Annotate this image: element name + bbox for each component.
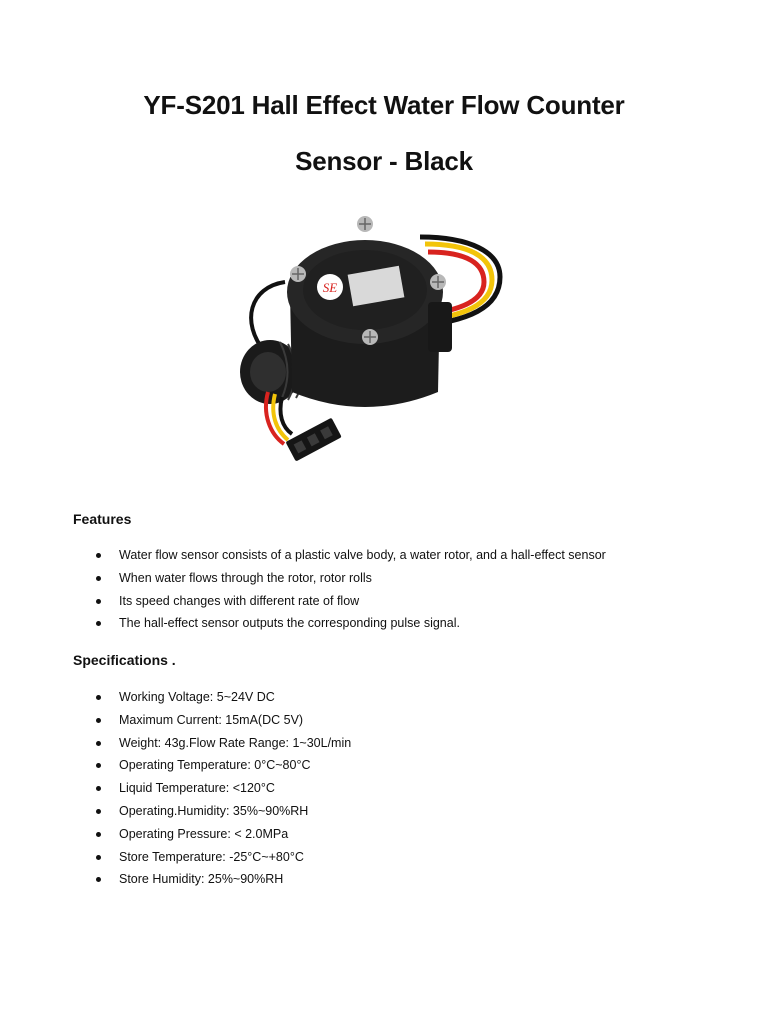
brand-logo-text: SE xyxy=(322,280,338,295)
list-item-text: Store Humidity: 25%~90%RH xyxy=(119,872,284,887)
water-flow-sensor-illustration xyxy=(170,182,520,492)
list-item xyxy=(0,732,768,755)
screw-icon xyxy=(362,329,378,345)
list-item xyxy=(0,709,768,732)
bullet-icon xyxy=(96,741,101,746)
bullet-icon xyxy=(96,553,101,558)
bullet-icon xyxy=(96,599,101,604)
list-item-text: Water flow sensor consists of a plastic valve body, a water rotor, and a hall-effect sensor xyxy=(119,548,606,562)
list-item-text: Operating Temperature: 0°C~80°C xyxy=(119,758,311,773)
screw-icon xyxy=(357,216,373,232)
list-item xyxy=(0,686,768,709)
list-item-text: Maximum Current: 15mA(DC 5V) xyxy=(119,712,304,727)
list-item-text: Its speed changes with different rate of flow xyxy=(119,593,360,608)
connector-plug xyxy=(286,418,342,462)
list-item-text: Working Voltage: 5~24V DC xyxy=(119,690,275,704)
list-item xyxy=(0,567,768,590)
bullet-icon xyxy=(96,786,101,791)
list-item-text: Operating.Humidity: 35%~90%RH xyxy=(119,803,309,818)
features-list xyxy=(0,544,768,635)
specifications-list xyxy=(0,686,768,891)
list-item xyxy=(0,846,768,869)
list-item-text: The hall-effect sensor outputs the corresponding pulse signal. xyxy=(119,616,460,631)
list-item-text: Store Temperature: -25°C~+80°C xyxy=(119,849,304,864)
bullet-icon xyxy=(96,832,101,837)
list-item xyxy=(0,544,768,567)
list-item-text: When water flows through the rotor, rotor rolls xyxy=(119,570,372,585)
list-item xyxy=(0,868,768,891)
page-title-line2: Sensor - Black xyxy=(295,146,473,176)
bullet-icon xyxy=(96,809,101,814)
list-item xyxy=(0,823,768,846)
bullet-icon xyxy=(96,763,101,768)
inlet-pipe-opening xyxy=(250,352,286,392)
list-item xyxy=(0,800,768,823)
list-item xyxy=(0,590,768,613)
bullet-icon xyxy=(96,576,101,581)
page-title-line1: YF-S201 Hall Effect Water Flow Counter xyxy=(143,90,625,120)
list-item-text: Liquid Temperature: <120°C xyxy=(119,781,275,796)
bullet-icon xyxy=(96,877,101,882)
list-item xyxy=(0,777,768,800)
list-item-text: Operating Pressure: < 2.0MPa xyxy=(119,826,289,841)
bullet-icon xyxy=(96,695,101,700)
screw-icon xyxy=(430,274,446,290)
list-item xyxy=(0,612,768,635)
bullet-icon xyxy=(96,621,101,626)
specifications-heading: Specifications . xyxy=(73,652,176,668)
screw-icon xyxy=(290,266,306,282)
list-item-text: Weight: 43g.Flow Rate Range: 1~30L/min xyxy=(119,735,352,750)
product-photo xyxy=(170,182,520,492)
features-heading: Features xyxy=(73,511,132,527)
bullet-icon xyxy=(96,855,101,860)
list-item xyxy=(0,754,768,777)
bullet-icon xyxy=(96,718,101,723)
